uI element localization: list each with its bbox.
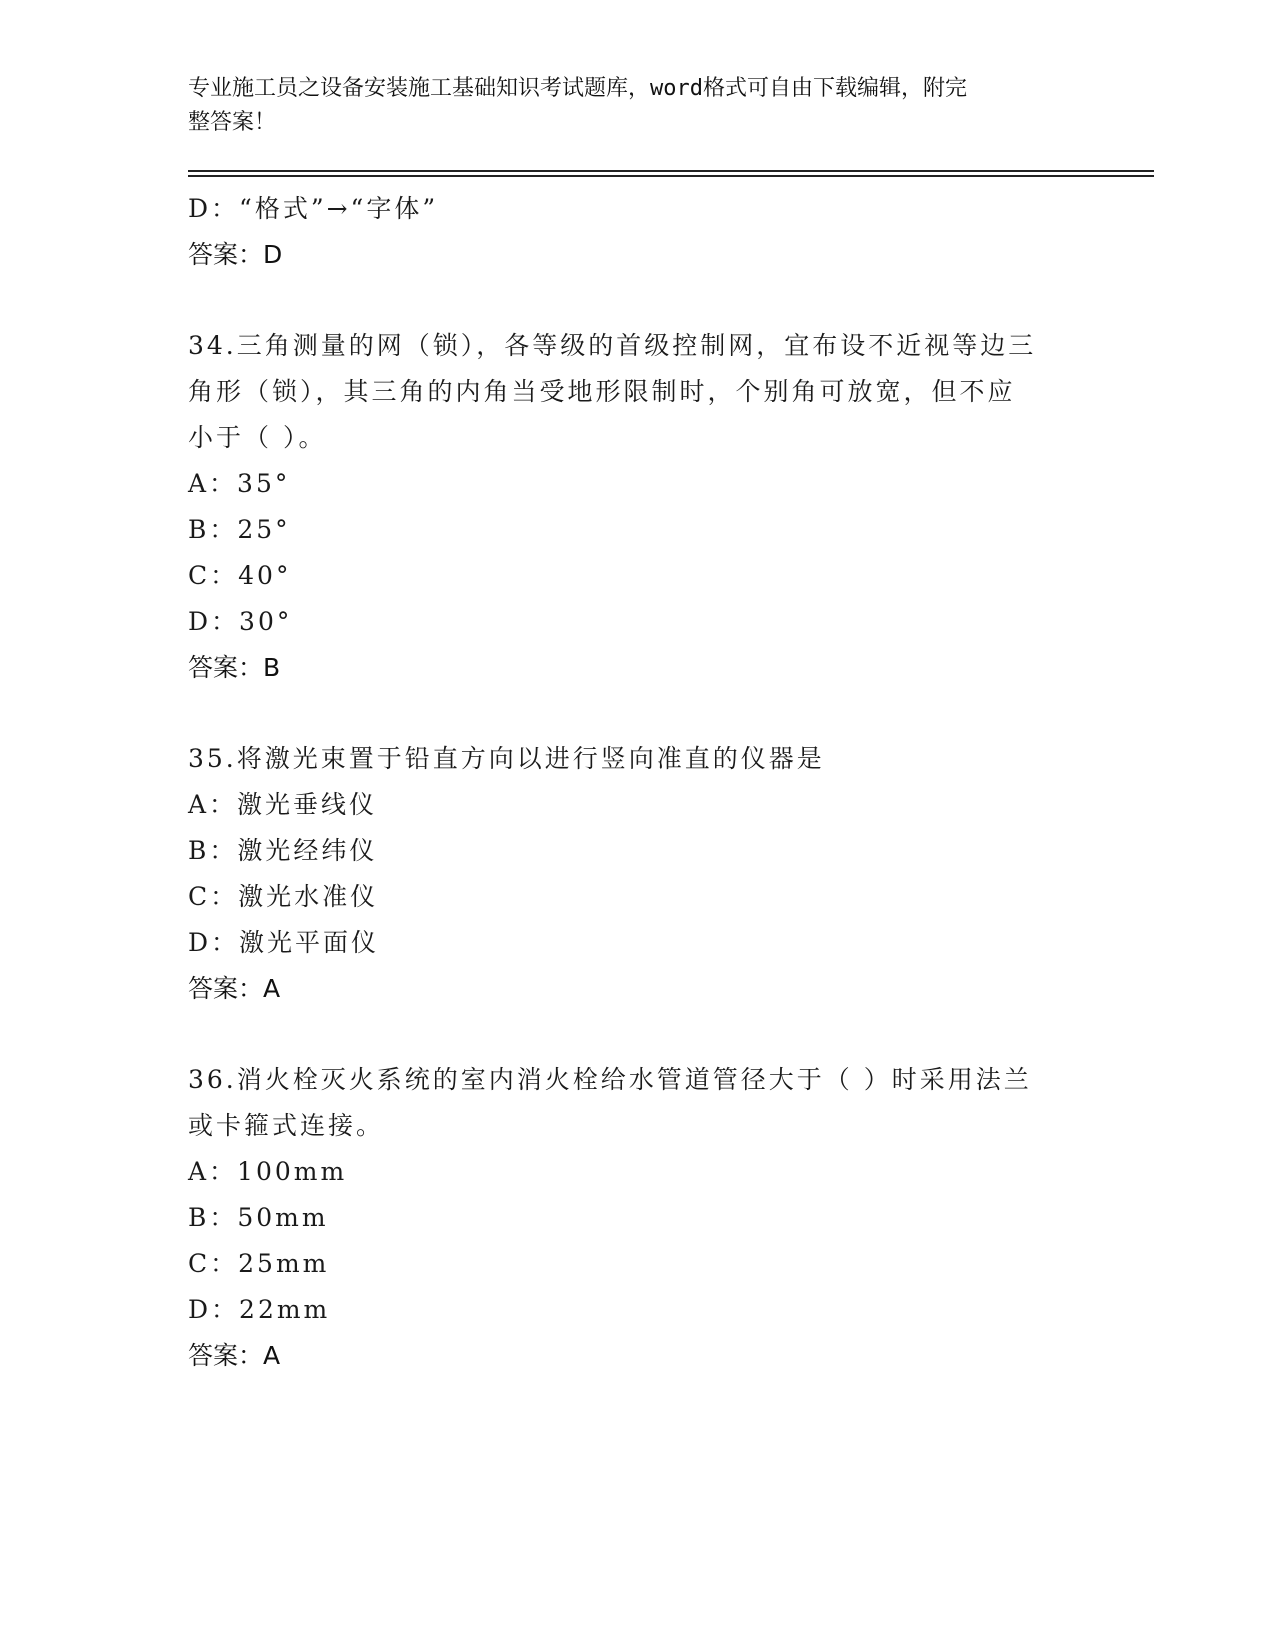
header-line-2: 整答案！: [188, 110, 277, 135]
question-stem-line: 35.将激光束置于铅直方向以进行竖向准直的仪器是: [188, 744, 825, 773]
option-c: C：40°: [188, 561, 292, 590]
question-34: [188, 323, 1088, 691]
option-d: D：“格式”→“字体”: [188, 194, 439, 223]
option-d: D：激光平面仪: [188, 928, 380, 957]
answer-line: 答案：D: [188, 240, 283, 269]
question-stem-line: 36.消火栓灭火系统的室内消火栓给水管道管径大于（ ）时采用法兰: [188, 1065, 1032, 1094]
spacer: [188, 278, 1088, 323]
question-content: [188, 186, 1088, 1379]
document-header: [188, 72, 1068, 140]
question-36: [188, 1057, 1088, 1379]
option-c: C：25mm: [188, 1249, 330, 1278]
question-stem-line: 角形（锁），其三角的内角当受地形限制时，个别角可放宽，但不应: [188, 377, 1016, 406]
answer-line: 答案：A: [188, 1341, 281, 1370]
option-a: A：35°: [188, 469, 291, 498]
header-divider-top: [188, 170, 1154, 172]
answer-line: 答案：A: [188, 974, 281, 1003]
header-divider-bottom: [188, 175, 1154, 177]
option-b: B：激光经纬仪: [188, 836, 378, 865]
question-stem-line: 或卡箍式连接。: [188, 1111, 385, 1140]
answer-line: 答案：B: [188, 653, 281, 682]
question-stem-line: 34.三角测量的网（锁），各等级的首级控制网，宜布设不近视等边三: [188, 331, 1037, 360]
option-a: A：100mm: [188, 1157, 348, 1186]
question-33-tail: [188, 186, 1088, 278]
option-b: B：50mm: [188, 1203, 329, 1232]
option-b: B：25°: [188, 515, 291, 544]
question-stem-line: 小于（ ）。: [188, 423, 327, 452]
option-d: D：30°: [188, 607, 293, 636]
spacer: [188, 691, 1088, 736]
option-c: C：激光水准仪: [188, 882, 379, 911]
question-35: [188, 736, 1088, 1012]
option-a: A：激光垂线仪: [188, 790, 378, 819]
header-line-1: 专业施工员之设备安装施工基础知识考试题库，word格式可自由下载编辑，附完: [188, 76, 967, 101]
spacer: [188, 1012, 1088, 1057]
option-d: D：22mm: [188, 1295, 331, 1324]
